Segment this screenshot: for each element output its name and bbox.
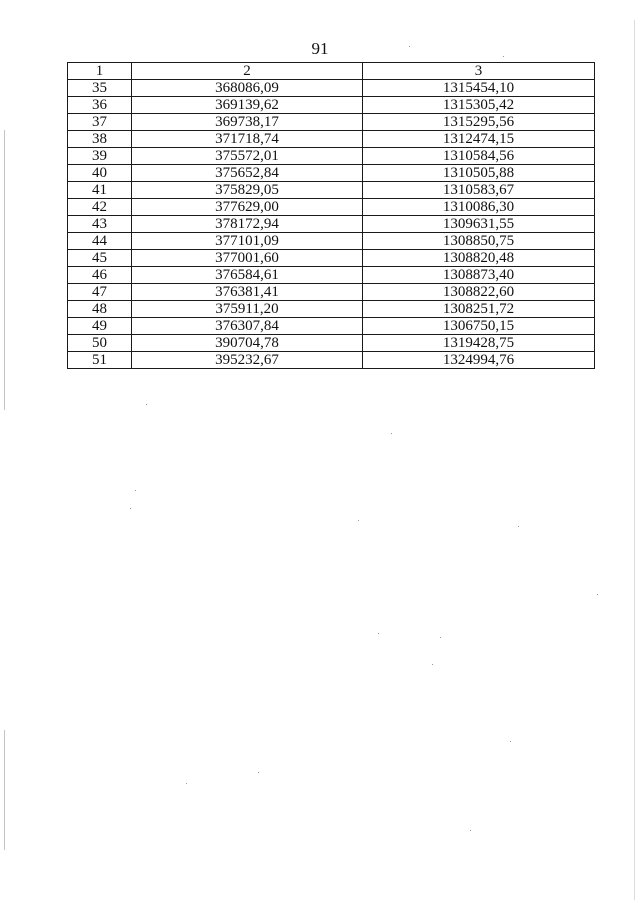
x-coordinate-cell: 395232,67: [132, 352, 363, 369]
point-number-cell: 35: [68, 80, 132, 97]
table-row: [68, 165, 595, 182]
point-number-cell: 40: [68, 165, 132, 182]
y-coordinate-cell: 1308820,48: [363, 250, 595, 267]
scan-speck: [378, 633, 379, 634]
point-number-cell: 44: [68, 233, 132, 250]
point-number-cell: 47: [68, 284, 132, 301]
table-row: [68, 284, 595, 301]
y-coordinate-cell: 1310584,56: [363, 148, 595, 165]
table-row: [68, 80, 595, 97]
table-header-row: [68, 63, 595, 80]
y-coordinate-cell: 1310583,67: [363, 182, 595, 199]
x-coordinate-cell: 377101,09: [132, 233, 363, 250]
point-number-cell: 50: [68, 335, 132, 352]
scan-speck: [518, 526, 519, 527]
y-coordinate-cell: 1310505,88: [363, 165, 595, 182]
x-coordinate-cell: 375652,84: [132, 165, 363, 182]
table-row: [68, 182, 595, 199]
table-row: [68, 131, 595, 148]
point-number-cell: 41: [68, 182, 132, 199]
y-coordinate-cell: 1306750,15: [363, 318, 595, 335]
y-coordinate-cell: 1324994,76: [363, 352, 595, 369]
y-coordinate-cell: 1319428,75: [363, 335, 595, 352]
table-row: [68, 318, 595, 335]
point-number-cell: 42: [68, 199, 132, 216]
y-coordinate-cell: 1315454,10: [363, 80, 595, 97]
point-number-cell: 48: [68, 301, 132, 318]
scan-speck: [135, 490, 136, 491]
x-coordinate-cell: 368086,09: [132, 80, 363, 97]
y-coordinate-cell: 1315295,56: [363, 114, 595, 131]
y-coordinate-cell: 1309631,55: [363, 216, 595, 233]
scan-speck: [503, 56, 504, 57]
x-coordinate-cell: 375829,05: [132, 182, 363, 199]
scan-speck: [432, 664, 433, 665]
coordinates-table: [67, 62, 595, 369]
x-coordinate-cell: 369738,17: [132, 114, 363, 131]
table-row: [68, 250, 595, 267]
y-coordinate-cell: 1308822,60: [363, 284, 595, 301]
scan-edge-mark: [634, 20, 635, 900]
table-row: [68, 148, 595, 165]
y-coordinate-cell: 1308873,40: [363, 267, 595, 284]
x-coordinate-cell: 375911,20: [132, 301, 363, 318]
table-row: [68, 114, 595, 131]
x-coordinate-cell: 375572,01: [132, 148, 363, 165]
scan-speck: [470, 830, 471, 831]
column-header-3: 3: [363, 63, 595, 80]
x-coordinate-cell: 390704,78: [132, 335, 363, 352]
table-row: [68, 199, 595, 216]
point-number-cell: 36: [68, 97, 132, 114]
x-coordinate-cell: 378172,94: [132, 216, 363, 233]
point-number-cell: 38: [68, 131, 132, 148]
table-row: [68, 233, 595, 250]
x-coordinate-cell: 371718,74: [132, 131, 363, 148]
x-coordinate-cell: 376381,41: [132, 284, 363, 301]
x-coordinate-cell: 369139,62: [132, 97, 363, 114]
point-number-cell: 39: [68, 148, 132, 165]
column-header-1: 1: [68, 63, 132, 80]
scan-edge-mark: [4, 130, 5, 410]
scan-speck: [258, 772, 259, 773]
x-coordinate-cell: 376307,84: [132, 318, 363, 335]
scan-speck: [510, 741, 511, 742]
point-number-cell: 49: [68, 318, 132, 335]
table-row: [68, 97, 595, 114]
table-row: [68, 352, 595, 369]
x-coordinate-cell: 377629,00: [132, 199, 363, 216]
y-coordinate-cell: 1310086,30: [363, 199, 595, 216]
x-coordinate-cell: 376584,61: [132, 267, 363, 284]
point-number-cell: 46: [68, 267, 132, 284]
scan-speck: [409, 46, 410, 47]
y-coordinate-cell: 1312474,15: [363, 131, 595, 148]
scan-speck: [440, 637, 441, 638]
scan-speck: [358, 520, 359, 521]
point-number-cell: 51: [68, 352, 132, 369]
x-coordinate-cell: 377001,60: [132, 250, 363, 267]
point-number-cell: 37: [68, 114, 132, 131]
column-header-2: 2: [132, 63, 363, 80]
table-row: [68, 216, 595, 233]
y-coordinate-cell: 1315305,42: [363, 97, 595, 114]
scan-speck: [186, 783, 187, 784]
y-coordinate-cell: 1308251,72: [363, 301, 595, 318]
scan-speck: [597, 594, 598, 595]
y-coordinate-cell: 1308850,75: [363, 233, 595, 250]
point-number-cell: 43: [68, 216, 132, 233]
point-number-cell: 45: [68, 250, 132, 267]
scan-speck: [146, 404, 147, 405]
table-row: [68, 301, 595, 318]
scan-edge-mark: [4, 730, 5, 850]
page-number: 91: [311, 39, 329, 58]
table-row: [68, 335, 595, 352]
scan-speck: [130, 508, 131, 509]
scan-speck: [391, 433, 392, 434]
table-row: [68, 267, 595, 284]
